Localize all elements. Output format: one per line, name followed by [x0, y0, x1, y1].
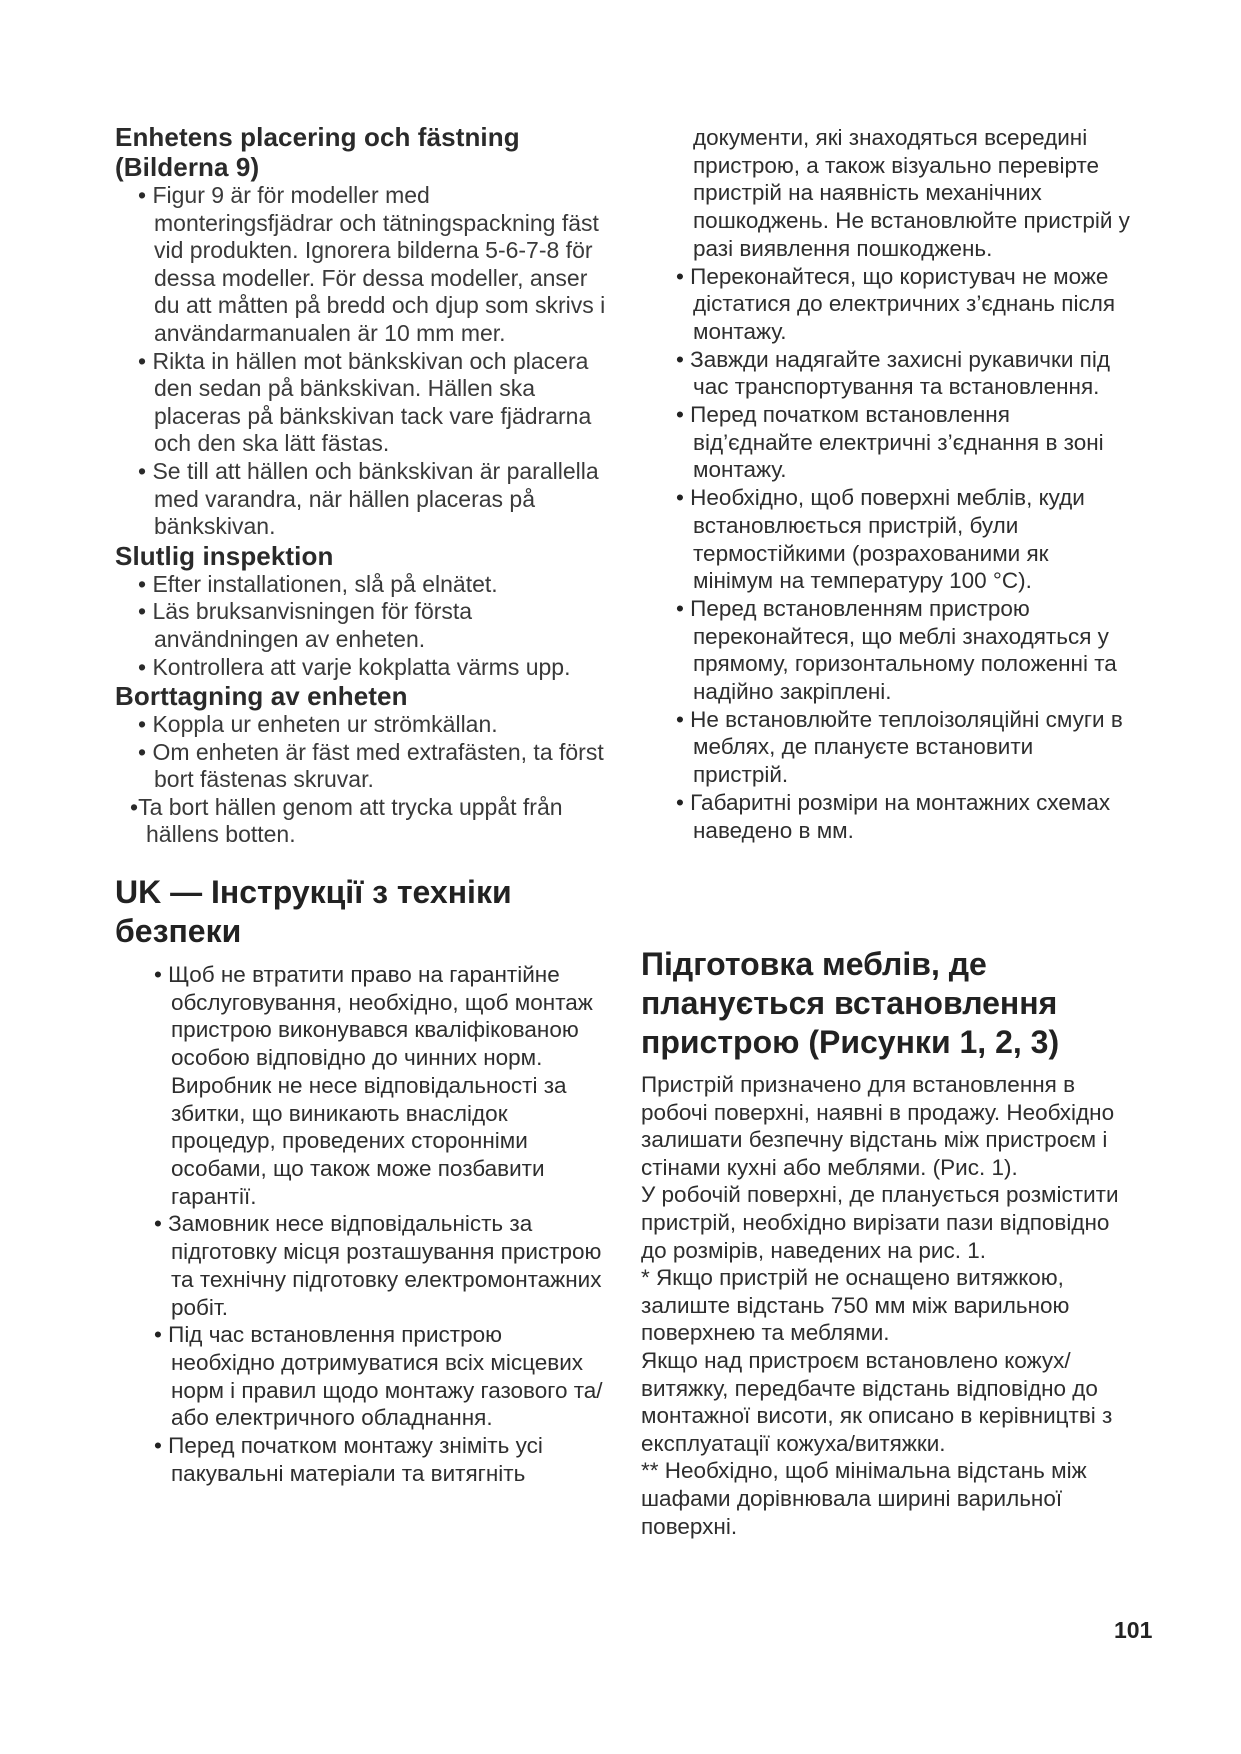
paragraph: Якщо над пристроєм встановлено кожух/витяжку, передбачте відстань відповідно до монтажної висоти, як описано в керівництві з експлуатації кожуха/витяжки. — [641, 1347, 1113, 1456]
list-item: • Koppla ur enheten ur strömkällan. — [115, 711, 610, 739]
list-item: • Läs bruksanvisningen för första användningen av enheten. — [115, 598, 610, 653]
paragraph: У робочій поверхні, де планується розмістити пристрій, необхідно вирізати пази відповідно до розмірів, наведених на рис. 1. — [641, 1182, 1119, 1263]
list-item: • Ta bort hällen genom att trycka uppåt från hällens botten. — [115, 794, 610, 849]
paragraph: * Якщо пристрій не оснащено витяжкою, залиште відстань 750 мм між варильною поверхнею та меблями. — [641, 1265, 1070, 1346]
left-column — [115, 122, 610, 1487]
right-column-top — [641, 124, 1131, 844]
list-item: • Rikta in hällen mot bänkskivan och placera den sedan på bänkskivan. Hällen ska placeras på bänkskivan tack vare fjädrarna och den ska lätt fästas. — [115, 348, 610, 458]
right-column-bottom — [641, 945, 1131, 1540]
furniture-prep-heading: Підготовка меблів, де планується встановлення пристрою (Рисунки 1, 2, 3) — [641, 946, 1060, 1060]
list-item: • Переконайтеся, що користувач не може дістатися до електричних з’єднань після монтажу. — [641, 263, 1131, 346]
list-item: • Перед встановленням пристрою переконайтеся, що меблі знаходяться у прямому, горизонтальному положенні та надійно закріплені. — [641, 595, 1131, 706]
list-item: • Efter installationen, slå på elnätet. — [115, 571, 610, 599]
sv-heading-placement: Enhetens placering och fästning (Bilderna 9) — [115, 122, 520, 182]
sv-list-placement — [115, 182, 610, 541]
list-item: • Не встановлюйте теплоізоляційні смуги в меблях, де плануєте встановити пристрій. — [641, 706, 1131, 789]
uk-safety-list — [115, 961, 610, 1487]
paragraph: Пристрій призначено для встановлення в робочі поверхні, наявні в продажу. Необхідно залишати безпечну відстань між пристроєм і стінами кухні або меблями. (Рис. 1). — [641, 1072, 1115, 1180]
list-item: • Figur 9 är för modeller med monteringsfjädrar och tätningspackning fäst vid produkten. Ignorera bilderna 5-6-7-8 för dessa modeller. För dessa modeller, anser du att måtten på bredd och djup som skrivs i användarmanualen är 10 mm mer. — [115, 182, 610, 348]
list-item: • Se till att hällen och bänkskivan är parallella med varandra, när hällen placeras på bänkskivan. — [115, 458, 610, 541]
list-item: • Необхідно, щоб поверхні меблів, куди встановлюється пристрій, були термостійкими (розрахованими як мінімум на температуру 100 °C). — [641, 484, 1131, 595]
sv-heading-removal: Borttagning av enheten — [115, 681, 408, 712]
list-item: • Kontrollera att varje kokplatta värms upp. — [115, 654, 610, 682]
sv-list-inspection — [115, 571, 610, 681]
paragraph: ** Необхідно, щоб мінімальна відстань між шафами дорівнювала ширині варильної поверхні. — [641, 1458, 1087, 1539]
sv-heading-inspection: Slutlig inspektion — [115, 540, 334, 571]
page-number: 101 — [1114, 1617, 1153, 1643]
list-item: • Перед початком монтажу зніміть усі пакувальні матеріали та витягніть — [115, 1432, 610, 1487]
sv-list-removal — [115, 711, 610, 849]
list-item: • Om enheten är fäst med extrafästen, ta först bort fästenas skruvar. — [115, 739, 610, 794]
list-item: • Замовник несе відповідальність за підготовку місця розташування пристрою та технічну підготовку електромонтажних робіт. — [115, 1210, 610, 1321]
list-item: • Перед початком встановлення від’єднайте електричні з’єднання в зоні монтажу. — [641, 401, 1131, 484]
list-item: • Завжди надягайте захисні рукавички під час транспортування та встановлення. — [641, 346, 1131, 401]
list-item: • Щоб не втратити право на гарантійне обслуговування, необхідно, щоб монтаж пристрою виконувався кваліфікованою особою відповідно до чинних норм. Виробник не несе відповідальності за збитки, що виникають внаслідок процедур, проведених сторонніми особами, що також може позбавити гарантії. — [115, 961, 610, 1210]
list-continuation: документи, які знаходяться всередині пристрою, а також візуально перевірте пристрій на наявність механічних пошкоджень. Не встановлюйте пристрій у разі виявлення пошкоджень. — [693, 125, 1130, 261]
list-item: • Габаритні розміри на монтажних схемах наведено в мм. — [641, 789, 1131, 844]
list-item: • Під час встановлення пристрою необхідно дотримуватися всіх місцевих норм і правил щодо монтажу газового та/або електричного обладнання. — [115, 1321, 610, 1432]
uk-safety-list-continued — [641, 263, 1131, 845]
uk-safety-heading: UK — Інструкції з техніки безпеки — [115, 874, 512, 950]
